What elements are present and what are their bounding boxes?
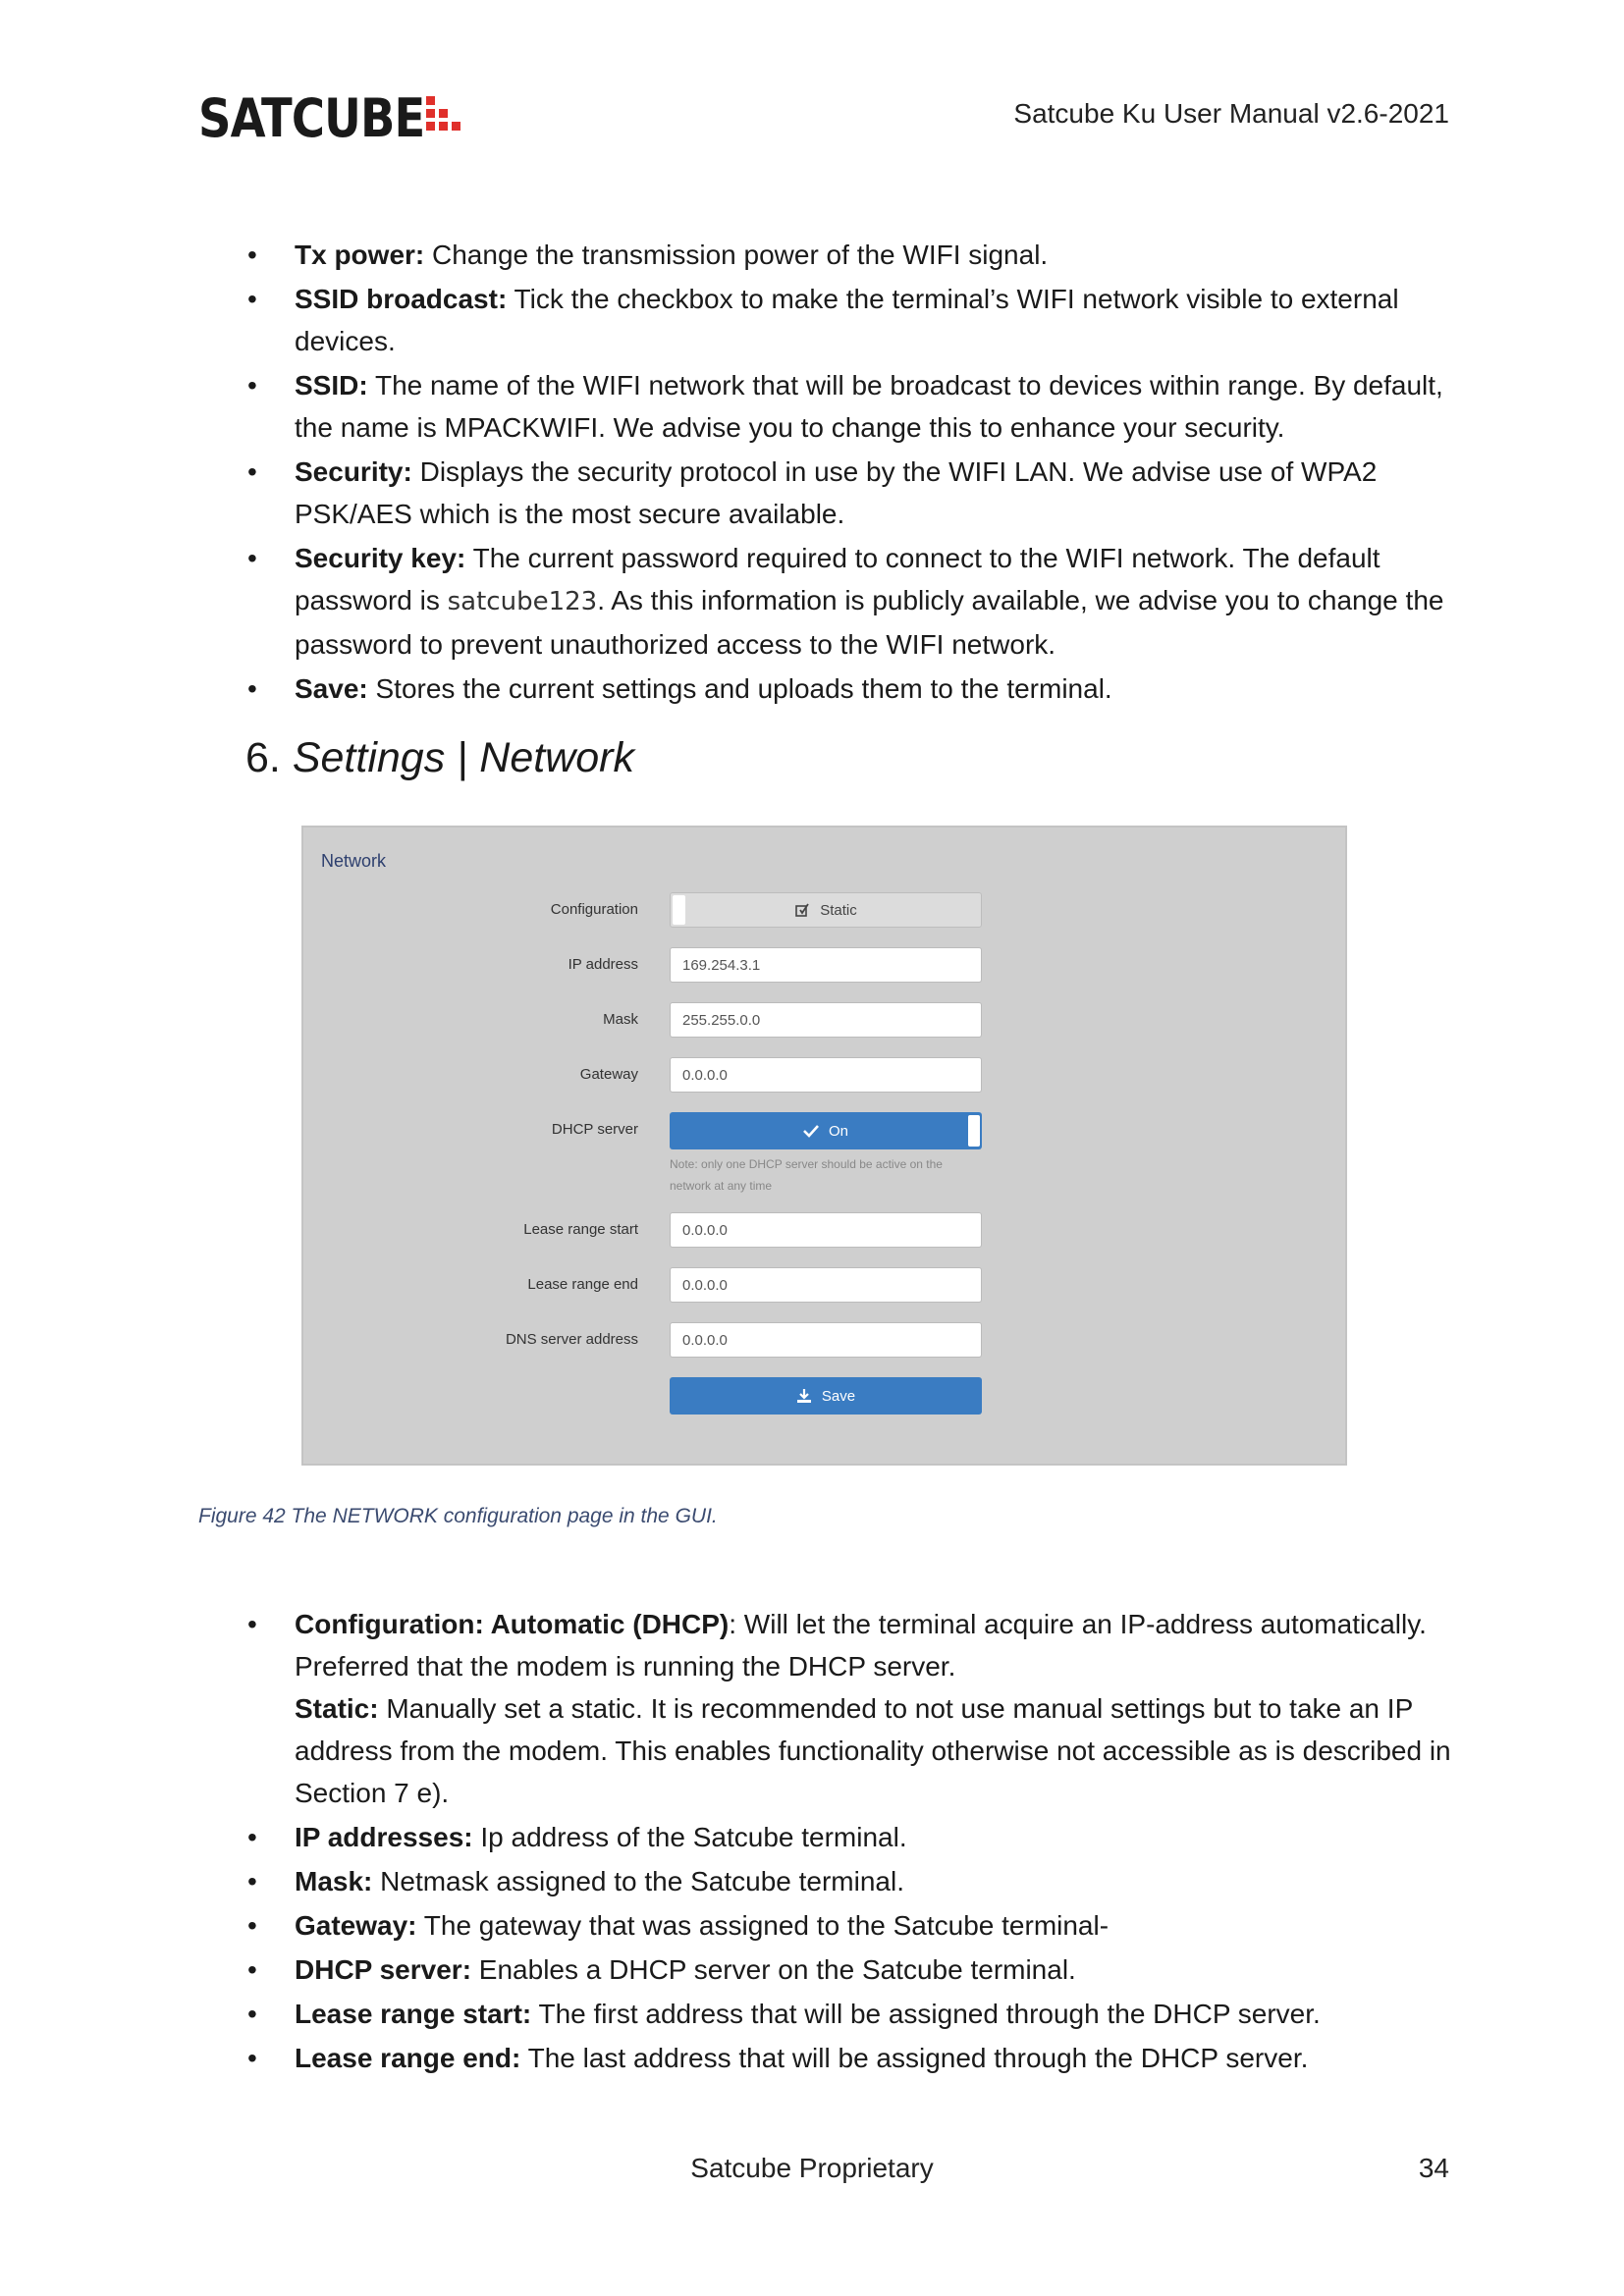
save-button[interactable]: [670, 1377, 982, 1415]
dhcp-server-toggle[interactable]: [670, 1112, 982, 1149]
settings-wifi-description-list: [247, 234, 1455, 712]
network-settings-description-list: [247, 1603, 1455, 2081]
logo-text: SATCUBE: [198, 86, 425, 149]
lease-range-start-input[interactable]: 0.0.0.0: [670, 1212, 982, 1248]
section-heading: 6. Settings | Network: [245, 734, 634, 781]
ip-address-input[interactable]: 169.254.3.1: [670, 947, 982, 983]
list-item: • Gateway: The gateway that was assigned to the Satcube terminal-: [247, 1910, 1110, 1941]
check-icon: [803, 1124, 819, 1138]
satcube-logo: [198, 86, 461, 149]
logo-dots-icon: [426, 96, 473, 143]
lease-range-end-input[interactable]: 0.0.0.0: [670, 1267, 982, 1303]
dhcp-server-label: DHCP server: [551, 1121, 638, 1138]
dhcp-note: Note: only one DHCP server should be active on the network at any time: [670, 1157, 943, 1193]
edit-checkbox-icon: [794, 902, 810, 918]
list-item: • IP addresses: Ip address of the Satcube terminal.: [247, 1822, 907, 1852]
dhcp-server-value: On: [828, 1122, 848, 1140]
footer-proprietary: Satcube Proprietary: [690, 2153, 934, 2183]
gateway-input[interactable]: 0.0.0.0: [670, 1057, 982, 1093]
list-item: • Lease range start: The first address that will be assigned through the DHCP server.: [247, 1999, 1321, 2029]
list-item: • SSID broadcast: Tick the checkbox to make the terminal’s WIFI network visible to external devices.: [247, 284, 1399, 356]
list-item: • Security: Displays the security protocol in use by the WIFI LAN. We advise use of WPA2 PSK/AES which is the most secure available.: [247, 456, 1378, 529]
download-icon: [796, 1388, 812, 1404]
dns-server-label: DNS server address: [505, 1331, 638, 1348]
save-label: Save: [821, 1387, 856, 1405]
network-config-figure: [301, 826, 1347, 1466]
list-item: • DHCP server: Enables a DHCP server on the Satcube terminal.: [247, 1954, 1076, 1985]
network-panel-title: Network: [321, 851, 387, 871]
list-item: • Tx power: Change the transmission power of the WIFI signal.: [247, 240, 1049, 270]
lease-range-start-label: Lease range start: [523, 1221, 638, 1238]
page-number: 34: [1418, 2153, 1449, 2183]
list-item: • Mask: Netmask assigned to the Satcube terminal.: [247, 1866, 904, 1896]
mask-input[interactable]: 255.255.0.0: [670, 1002, 982, 1038]
list-item: • Configuration: Automatic (DHCP): Will let the terminal acquire an IP-address automatically. Preferred that the modem is running the DHCP server. Static: Manually set a static. It is recommended to not use manual settings but to take an IP address from the modem. This enables functionality otherwise not accessible as is described in Section 7 e).: [247, 1609, 1451, 1808]
gateway-label: Gateway: [579, 1066, 638, 1083]
list-item: • Security key: The current password required to connect to the WIFI network. The default password is satcube123. As this information is publicly available, we advise you to change the password to prevent unauthorized access to the WIFI network.: [247, 543, 1444, 660]
header-title: Satcube Ku User Manual v2.6-2021: [1013, 98, 1449, 129]
mask-label: Mask: [603, 1011, 638, 1028]
toggle-knob: [968, 1115, 980, 1147]
lease-range-end-label: Lease range end: [527, 1276, 638, 1293]
dns-server-input[interactable]: 0.0.0.0: [670, 1322, 982, 1358]
list-item: • Save: Stores the current settings and uploads them to the terminal.: [247, 673, 1112, 704]
configuration-toggle[interactable]: [670, 892, 982, 928]
ip-address-label: IP address: [568, 956, 638, 973]
configuration-label: Configuration: [550, 901, 638, 918]
list-item: • SSID: The name of the WIFI network that will be broadcast to devices within range. By default, the name is MPACKWIFI. We advise you to change this to enhance your security.: [247, 370, 1443, 443]
configuration-value: Static: [820, 901, 857, 919]
list-item: • Lease range end: The last address that will be assigned through the DHCP server.: [247, 2043, 1309, 2073]
toggle-knob: [673, 895, 685, 925]
figure-caption: Figure 42 The NETWORK configuration page in the GUI.: [198, 1505, 718, 1527]
